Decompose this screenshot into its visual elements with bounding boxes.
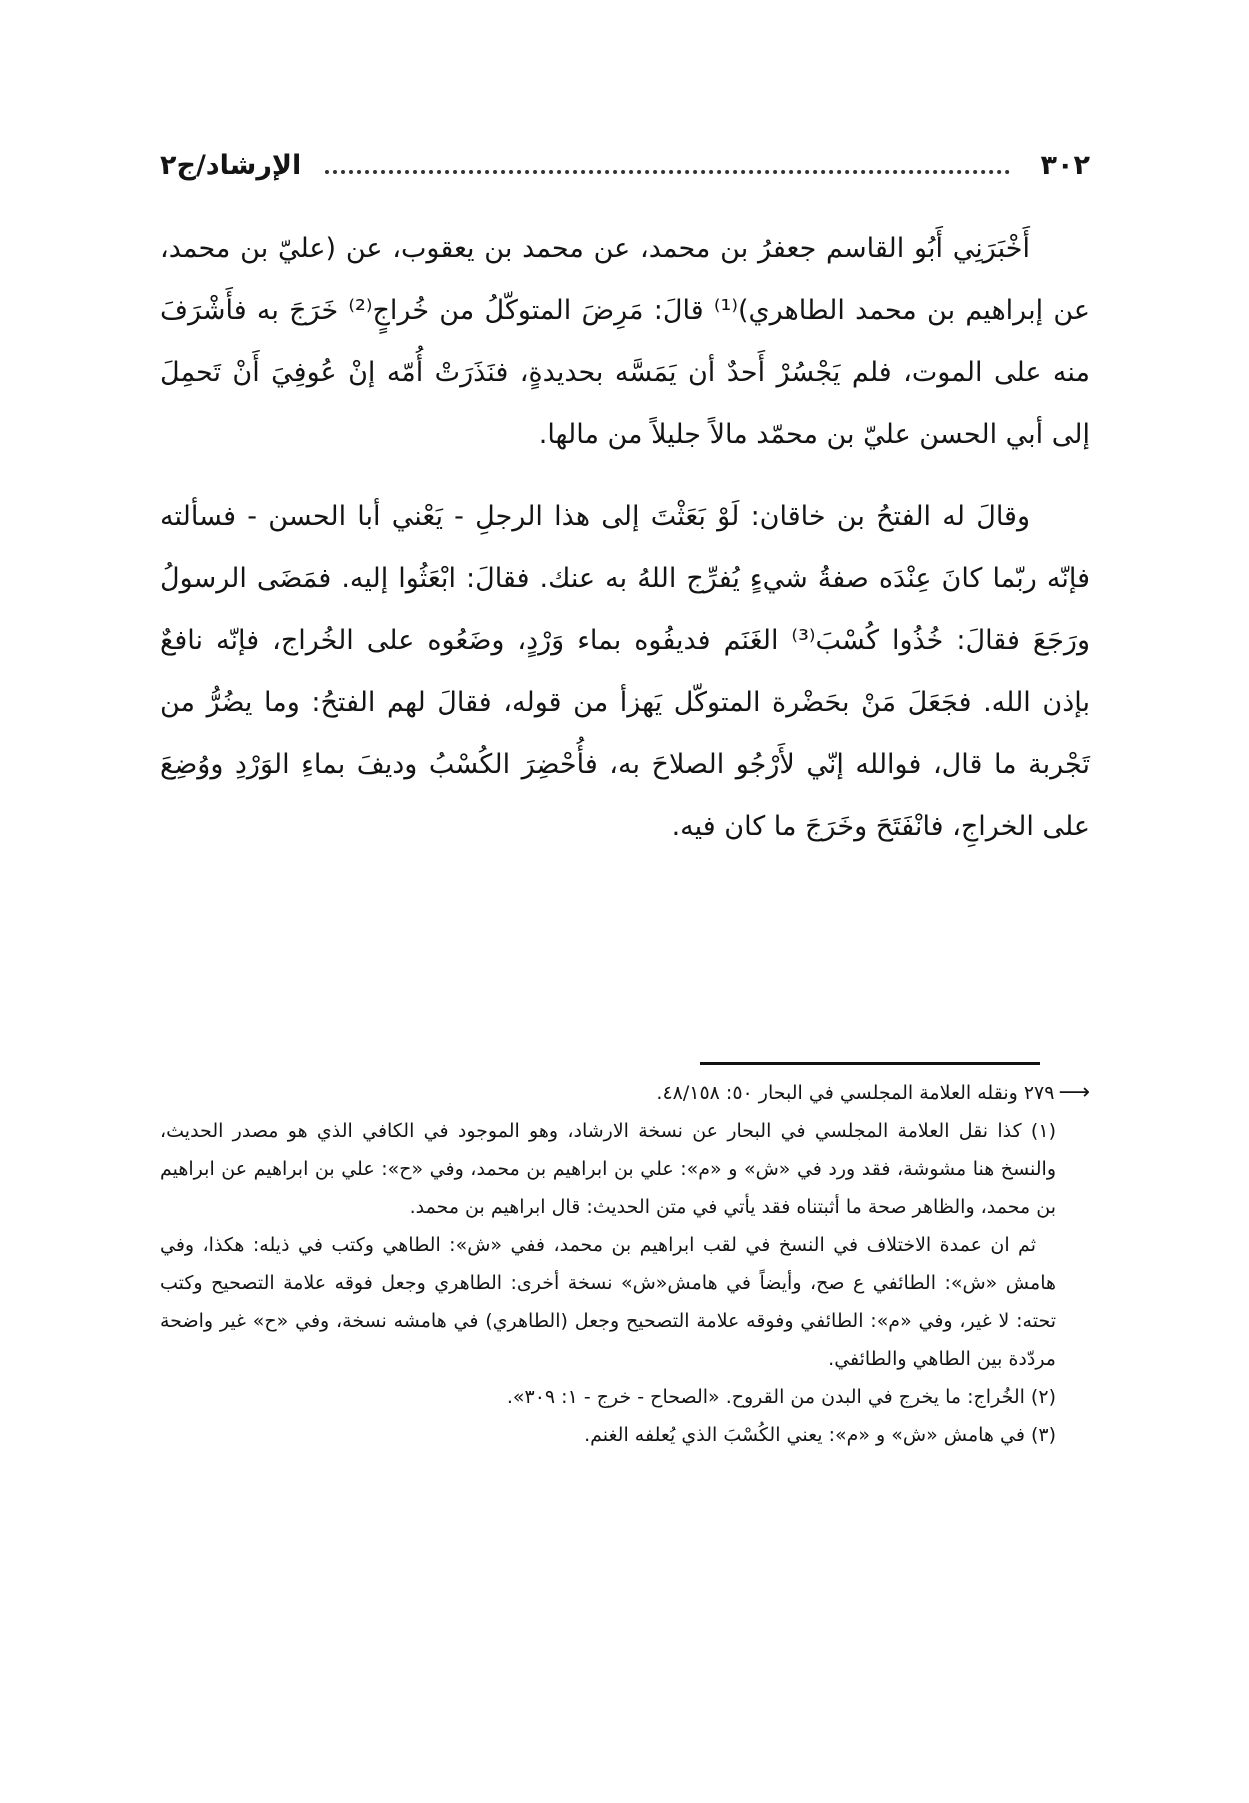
paragraph-2: وقالَ له الفتحُ بن خاقان: لَوْ بَعَثْتَ إلى هذا الرجلِ - يَعْني أبا الحسن - فسألته فإنّه ربّما كانَ عِنْدَه صفةُ شيءٍ يُفرِّج اللهُ به عنك. فقالَ: ابْعَثُوا إليه. فمَضَى الرسولُ ورَجَعَ فقالَ: خُذُوا كُسْبَ⁽³⁾ الغَنَم فديفُوه بماء وَرْدٍ، وضَعُوه على الخُراج، فإنّه نافعٌ بإذن الله. فجَعَلَ مَنْ بحَضْرة المتوكّل يَهزأ من قوله، فقالَ لهم الفتحُ: وما يضُرُّ من تَجْربة ما قال، فوالله إنّي لأَرْجُو الصلاحَ به، فأُحْضِرَ الكُسْبُ وديفَ بماءِ الوَرْدِ ووُضِعَ على الخراجِ، فانْفَتَحَ وخَرَجَ ما كان فيه.: [160, 501, 1090, 842]
footnote-1: (١) كذا نقل العلامة المجلسي في البحار عن نسخة الارشاد، وهو الموجود في الكافي الذي هو مصدر الحديث، والنسخ هنا مشوشة، فقد ورد في «ش» و «م»: علي بن ابراهيم بن محمد، وفي «ح»: علي بن ابراهيم عن ابراهيم بن محمد، والظاهر صحة ما أثبتناه فقد يأتي في متن الحديث: قال ابراهيم بن محمد.: [160, 1120, 1056, 1218]
footnote-source: [160, 1074, 1090, 1112]
running-header: [160, 150, 1090, 190]
main-text: [160, 218, 1090, 858]
footnote-source-text: ٢٧٩ ونقله العلامة المجلسي في البحار ٥٠: ٤٨/١٥٨.: [656, 1082, 1055, 1104]
footnotes: [160, 1074, 1090, 1454]
footnote-2: (٢) الخُراج: ما يخرج في البدن من القروح. «الصحاح - خرج - ١: ٣٠٩».: [506, 1386, 1056, 1408]
footnote-3: (٣) في هامش «ش» و «م»: يعني الكُسْبَ الذي يُعلفه الغنم.: [584, 1424, 1056, 1446]
arrow-icon: ⟶: [1058, 1080, 1090, 1105]
paragraph-1: أَخْبَرَنِي أَبُو القاسم جعفرُ بن محمد، عن محمد بن يعقوب، عن (عليّ بن محمد، عن إبراهيم بن محمد الطاهري)⁽¹⁾ قالَ: مَرِضَ المتوكّلُ من خُراجٍ⁽²⁾ خَرَجَ به فأَشْرَفَ منه على الموت، فلم يَجْسُرْ أَحدٌ أن يَمَسَّه بحديدةٍ، فنَذَرَتْ أُمّه إنْ عُوفِيَ أَنْ تَحمِلَ إلى أبي الحسن عليّ بن محمّد مالاً جليلاً من مالها.: [160, 233, 1091, 450]
page-number: ٣٠٢: [1040, 150, 1090, 181]
book-title: الإرشاد/ج٢: [160, 150, 302, 181]
footnote-1-continued: ثم ان عمدة الاختلاف في النسخ في لقب ابراهيم بن محمد، ففي «ش»: الطاهي وكتب في ذيله: هكذا، وفي هامش «ش»: الطائفي ع صح، وأيضاً في هامش«ش» نسخة أخرى: الطاهري وجعل فوقه علامة التصحيح وكتب تحته: لا غير، وفي «م»: الطائفي وفوقه علامة التصحيح وجعل (الطاهري) في هامشه نسخة، وفي «ح» غير واضحة مردّدة بين الطاهي والطائفي.: [160, 1234, 1056, 1370]
header-dot-leader: [325, 170, 1010, 174]
footnote-divider: [700, 1062, 1040, 1065]
